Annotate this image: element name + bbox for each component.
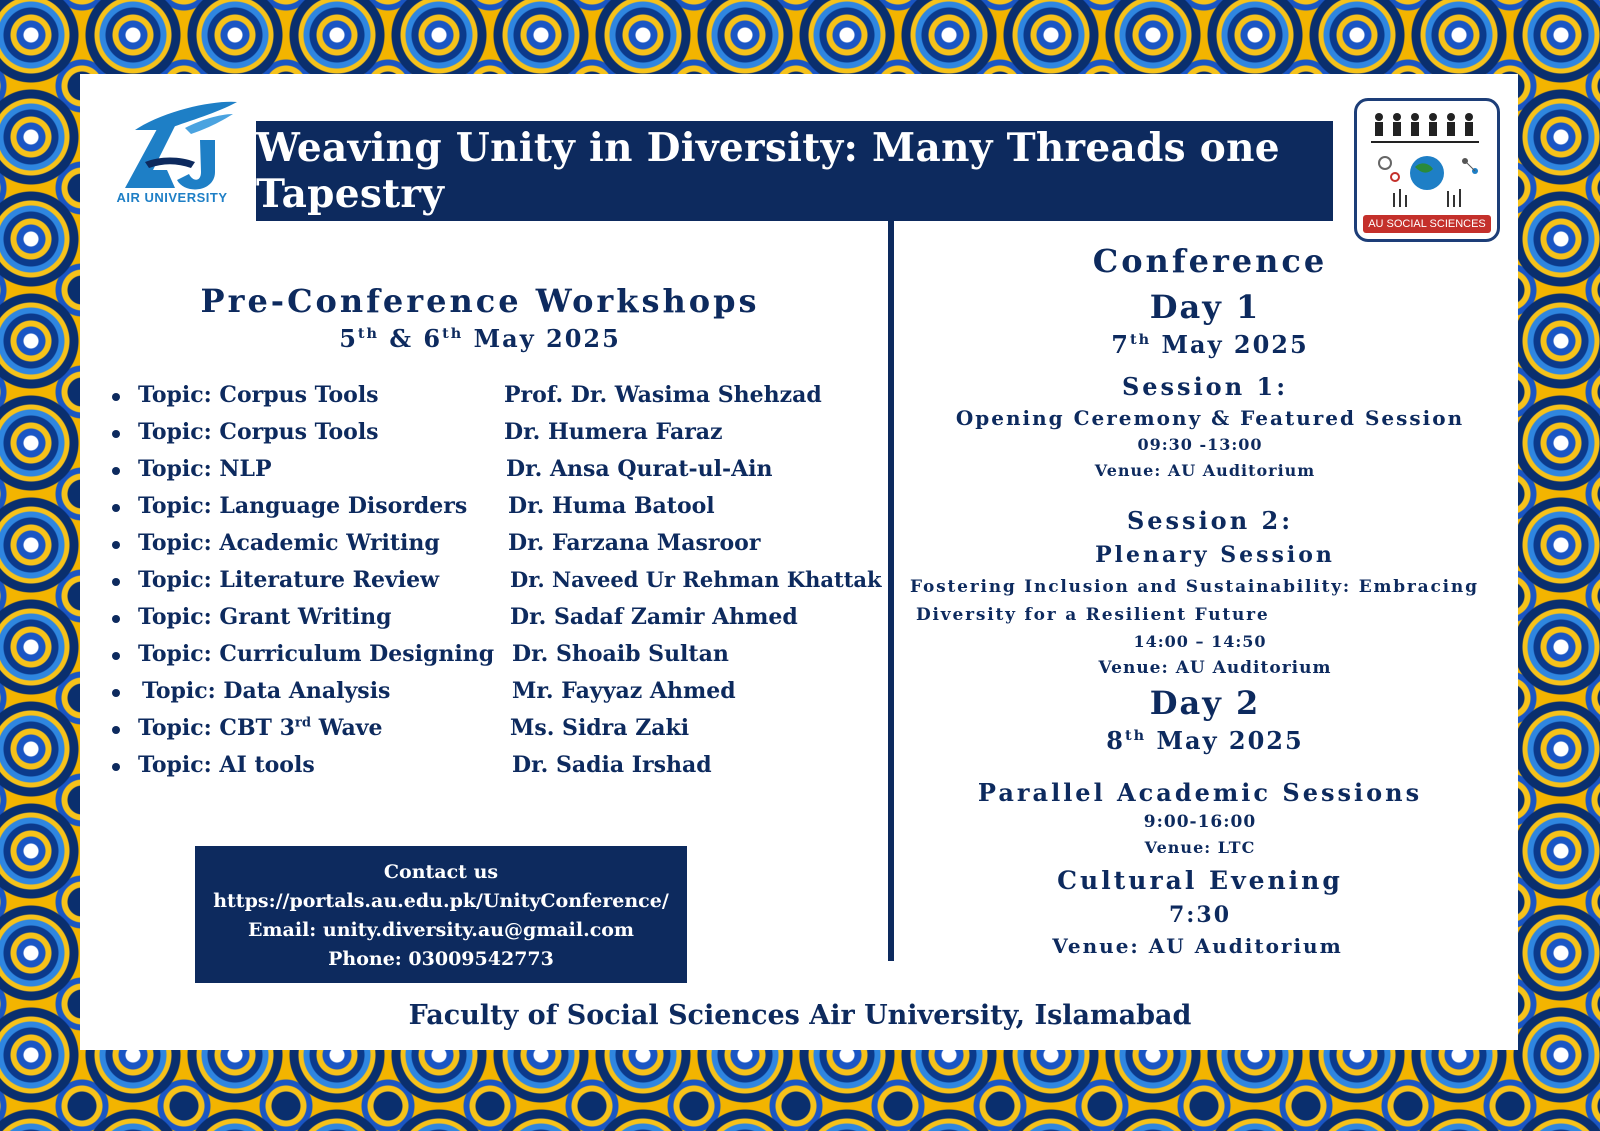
cultural-evening-title: Cultural Evening <box>1057 866 1343 895</box>
list-item: Topic: NLP Dr. Ansa Qurat-ul-Ain <box>112 460 892 497</box>
contact-url-link[interactable]: https://portals.au.edu.pk/UnityConference/ <box>213 890 669 912</box>
list-item: Topic: CBT 3rd Wave Ms. Sidra Zaki <box>112 719 892 756</box>
session1-title: Session 1: <box>1121 372 1289 401</box>
list-item: Topic: Grant Writing Dr. Sadaf Zamir Ahmed <box>112 608 892 645</box>
session2-venue: Venue: AU Auditorium <box>1098 658 1332 678</box>
session1-name: Opening Ceremony & Featured Session <box>955 406 1465 430</box>
session2-title: Session 2: <box>1126 506 1294 535</box>
list-item: Topic: Academic Writing Dr. Farzana Masroor <box>112 534 892 571</box>
column-divider <box>888 221 894 961</box>
session1-venue: Venue: AU Auditorium <box>1094 461 1316 480</box>
contact-phone: Phone: 03009542773 <box>328 948 554 970</box>
contact-heading: Contact us <box>383 861 499 883</box>
parallel-sessions-title: Parallel Academic Sessions <box>977 778 1423 807</box>
list-item: Topic: Data Analysis Mr. Fayyaz Ahmed <box>112 682 892 719</box>
day2-date: 8th May 2025 <box>1106 726 1304 755</box>
poster-title: Weaving Unity in Diversity: Many Threads one Tapestry <box>256 121 1333 221</box>
footer-faculty: Faculty of Social Sciences Air University, Islamabad <box>408 1000 1192 1031</box>
day1-label: Day 1 <box>1149 288 1261 326</box>
contact-email[interactable]: Email: unity.diversity.au@gmail.com <box>247 919 635 941</box>
parallel-sessions-time: 9:00-16:00 <box>1143 812 1257 832</box>
day1-date: 7th May 2025 <box>1111 330 1309 359</box>
workshop-list <box>112 382 892 793</box>
au-social-sciences-label: AU SOCIAL SCIENCES <box>1363 215 1491 233</box>
cultural-evening-time: 7:30 <box>1168 902 1232 928</box>
contact-box <box>195 846 687 983</box>
session2-time: 14:00 – 14:50 <box>1133 632 1267 651</box>
list-item: Topic: Curriculum Designing Dr. Shoaib Sultan <box>112 645 892 682</box>
list-item: Topic: Corpus Tools Dr. Humera Faraz <box>112 423 892 460</box>
session2-desc-line1: Fostering Inclusion and Sustainability: Embracing <box>910 577 1479 597</box>
list-item: Topic: Literature Review Dr. Naveed Ur Rehman Khattak <box>112 571 892 608</box>
list-item: Topic: Corpus Tools Prof. Dr. Wasima Shehzad <box>112 386 892 423</box>
session1-time: 09:30 -13:00 <box>1137 435 1263 454</box>
day2-label: Day 2 <box>1149 684 1261 722</box>
session2-name: Plenary Session <box>1095 542 1335 568</box>
session2-desc-line2: Diversity for a Resilient Future <box>916 605 1270 625</box>
parallel-sessions-venue: Venue: LTC <box>1144 838 1256 857</box>
workshops-heading: Pre-Conference Workshops <box>200 282 760 320</box>
workshops-dates: 5th & 6th May 2025 <box>339 324 621 353</box>
list-item: Topic: AI tools Dr. Sadia Irshad <box>112 756 892 793</box>
air-university-logo-text: AIR UNIVERSITY <box>116 190 228 205</box>
au-social-sciences-logo <box>1354 98 1500 242</box>
conference-heading: Conference <box>1092 242 1328 280</box>
cultural-evening-venue: Venue: AU Auditorium <box>1052 934 1343 958</box>
list-item: Topic: Language Disorders Dr. Huma Batool <box>112 497 892 534</box>
